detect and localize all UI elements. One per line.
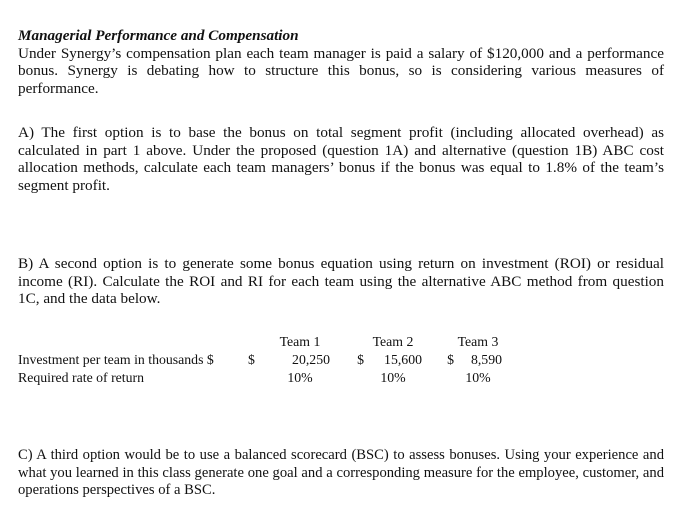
currency-symbol: $: [357, 352, 364, 367]
investment-table: [18, 333, 502, 387]
cell-team-3: 8,590: [470, 352, 502, 367]
intro-text: Under Synergy’s compensation plan each team manager is paid a salary of $120,000 and a performance bonus. Synergy is debating how to structure this bonus, so is considering various measures of performance.: [18, 44, 664, 97]
part-a-text: A) The first option is to base the bonus on total segment profit (including allocated overhead) as calculated in part 1 above. Under the proposed (question 1A) and alternative (question 1B) ABC cost allocation methods, calculate each team managers’ bonus if the bonus was equal to 1.8% of the team’s segment profit.: [18, 124, 664, 194]
header-team-2: Team 2: [372, 334, 414, 349]
table-row: [18, 369, 502, 387]
cell-team-2: 10%: [380, 370, 406, 385]
header-team-3: Team 3: [457, 334, 499, 349]
document-title: Managerial Performance and Compensation: [18, 27, 299, 44]
header-team-1: Team 1: [279, 334, 321, 349]
row-label: Investment per team in thousands $: [18, 352, 214, 367]
table-header-row: [18, 333, 502, 351]
currency-symbol: $: [447, 352, 454, 367]
cell-team-2: 15,600: [384, 352, 422, 367]
part-c-text: C) A third option would be to use a balanced scorecard (BSC) to assess bonuses. Using your experience and what you learned in this class generate one goal and a corresponding measure for the employee, customer, and operations perspectives of a BSC.: [18, 447, 664, 499]
intro-section: [18, 27, 664, 97]
table-row: [18, 351, 502, 369]
part-b-text: B) A second option is to generate some bonus equation using return on investment (ROI) or residual income (RI). Calculate the ROI and RI for each team using the alternative ABC method from question 1C, and the data below.: [18, 255, 664, 308]
currency-symbol: $: [248, 352, 255, 367]
row-label: Required rate of return: [18, 370, 145, 385]
cell-team-1: 10%: [287, 370, 313, 385]
cell-team-1: 20,250: [292, 352, 330, 367]
cell-team-3: 10%: [465, 370, 491, 385]
